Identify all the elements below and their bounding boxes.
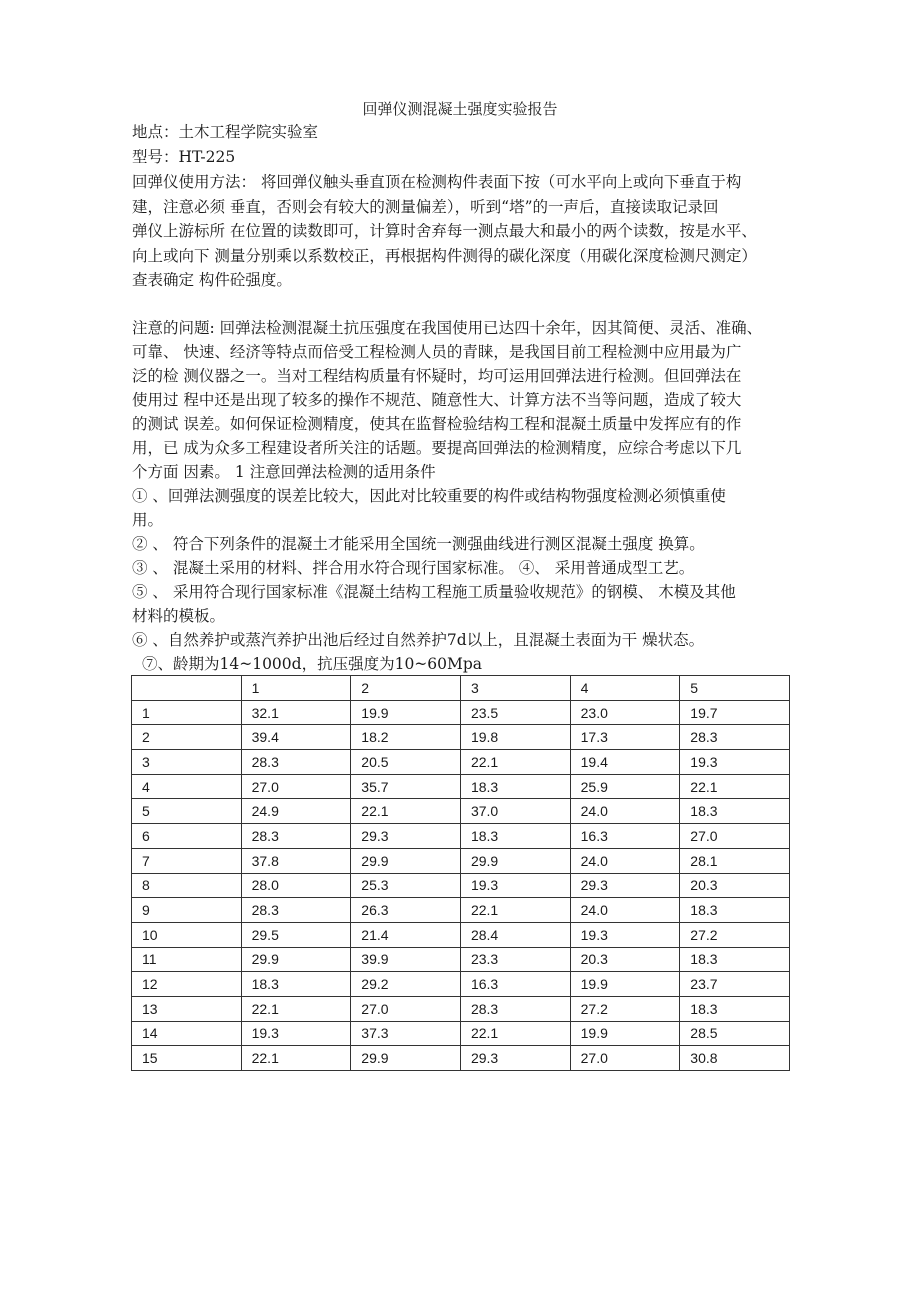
table-cell: 24.9 [241,799,351,824]
method-line: 向上或向下 测量分别乘以系数校正，再根据构件测得的碳化深度（用碳化深度检测尺测定） [132,247,757,265]
notes-line: 的测试 误差。如何保证检测精度，使其在监督检验结构工程和混凝土质量中发挥应有的作 [132,415,742,433]
table-cell: 29.9 [351,848,461,873]
table-row [132,972,790,997]
header-cell: 3 [460,676,570,701]
table-cell: 37.0 [460,799,570,824]
table-cell: 27.2 [680,922,790,947]
method-line: 建，注意必须 垂直，否则会有较大的测量偏差），听到“塔”的一声后，直接读取记录回 [132,198,719,216]
table-cell: 29.2 [351,972,461,997]
rebound-readings-table [131,675,790,1071]
table-cell: 37.8 [241,848,351,873]
table-row [132,848,790,873]
table-cell: 23.5 [460,700,570,725]
table-cell: 18.2 [351,725,461,750]
location-line: 地点：土木工程学院实验室 [132,123,319,141]
condition-7-line: ⑦、龄期为14~1000d，抗压强度为10~60Mpa [142,655,483,673]
table-cell: 19.9 [351,700,461,725]
table-cell: 19.3 [460,873,570,898]
row-label-cell: 2 [132,725,242,750]
row-label-cell: 8 [132,873,242,898]
row-label-cell: 14 [132,1021,242,1046]
table-cell: 22.1 [351,799,461,824]
table-cell: 25.9 [570,774,680,799]
row-label-cell: 7 [132,848,242,873]
table-row [132,922,790,947]
header-cell: 4 [570,676,680,701]
row-label-cell: 12 [132,972,242,997]
notes-line: 可靠、 快速、经济等特点而倍受工程检测人员的青睐，是我国目前工程检测中应用最为广 [132,343,742,361]
row-label-cell: 15 [132,1046,242,1071]
table-cell: 24.0 [570,848,680,873]
table-cell: 18.3 [680,799,790,824]
header-cell [132,676,242,701]
table-cell: 18.3 [460,774,570,799]
condition-line: ⑤ 、 采用符合现行国家标准《混凝土结构工程施工质量验收规范》的钢模、 木模及其他 [132,583,736,601]
table-row [132,1021,790,1046]
header-cell: 5 [680,676,790,701]
method-line: 查表确定 构件砼强度。 [132,271,292,289]
table-cell: 19.9 [570,972,680,997]
table-cell: 27.0 [570,1046,680,1071]
notes-line: 个方面 因素。 1 注意回弹法检测的适用条件 [132,463,436,481]
table-cell: 26.3 [351,898,461,923]
condition-line: ① 、回弹法测强度的误差比较大，因此对比较重要的构件或结构物强度检测必须慎重使 [132,487,726,505]
table-cell: 18.3 [241,972,351,997]
row-label-cell: 6 [132,824,242,849]
table-cell: 29.3 [351,824,461,849]
table-cell: 19.8 [460,725,570,750]
table-cell: 29.5 [241,922,351,947]
table-cell: 30.8 [680,1046,790,1071]
row-label-cell: 11 [132,947,242,972]
method-line: 弹仪上游标所 在位置的读数即可，计算时舍弃每一测点最大和最小的两个读数，按是水平、 [132,222,757,240]
table-cell: 19.3 [241,1021,351,1046]
table-cell: 28.0 [241,873,351,898]
report-title: 回弹仪测混凝土强度实验报告 [362,100,558,118]
table-cell: 20.5 [351,750,461,775]
table-cell: 27.0 [241,774,351,799]
table-cell: 23.0 [570,700,680,725]
table-cell: 21.4 [351,922,461,947]
row-label-cell: 10 [132,922,242,947]
table-cell: 23.7 [680,972,790,997]
table-cell: 37.3 [351,1021,461,1046]
table-cell: 19.3 [570,922,680,947]
notes-line: 使用过 程中还是出现了较多的操作不规范、随意性大、计算方法不当等问题，造成了较大 [132,391,742,409]
table-row [132,824,790,849]
table-cell: 28.3 [241,750,351,775]
table-cell: 22.1 [680,774,790,799]
header-cell: 2 [351,676,461,701]
table-cell: 19.7 [680,700,790,725]
table-cell: 28.5 [680,1021,790,1046]
table-cell: 20.3 [680,873,790,898]
condition-line: ⑥ 、自然养护或蒸汽养护出池后经过自然养护7d以上，且混凝土表面为干 燥状态。 [132,631,705,649]
table-cell: 16.3 [570,824,680,849]
table-cell: 19.4 [570,750,680,775]
table-cell: 28.3 [680,725,790,750]
table-cell: 22.1 [460,898,570,923]
table-cell: 28.3 [460,996,570,1021]
table-cell: 28.3 [241,898,351,923]
table-row [132,1046,790,1071]
table-cell: 27.0 [351,996,461,1021]
notes-line: 用，已 成为众多工程建设者所关注的话题。要提高回弹法的检测精度，应综合考虑以下几 [132,439,742,457]
table-cell: 22.1 [241,996,351,1021]
table-cell: 29.9 [460,848,570,873]
table-cell: 39.4 [241,725,351,750]
table-row [132,873,790,898]
table-row [132,799,790,824]
table-row [132,774,790,799]
notes-line: 注意的问题: 回弹法检测混凝土抗压强度在我国使用已达四十余年，因其简便、灵活、准确、 [132,319,763,337]
table-cell: 19.9 [570,1021,680,1046]
header-cell: 1 [241,676,351,701]
table-cell: 24.0 [570,898,680,923]
table-cell: 35.7 [351,774,461,799]
table-cell: 27.2 [570,996,680,1021]
table-cell: 29.3 [570,873,680,898]
condition-line: 材料的模板。 [132,607,226,625]
row-label-cell: 3 [132,750,242,775]
table-cell: 39.9 [351,947,461,972]
table-cell: 29.9 [351,1046,461,1071]
table-cell: 28.4 [460,922,570,947]
condition-line: ③ 、 混凝土采用的材料、拌合用水符合现行国家标准。 ④、 采用普通成型工艺。 [132,559,695,577]
method-line: 回弹仪使用方法： 将回弹仪触头垂直顶在检测构件表面下按（可水平向上或向下垂直于构 [132,173,742,191]
table-row [132,700,790,725]
table-cell: 25.3 [351,873,461,898]
table-cell: 24.0 [570,799,680,824]
table-row [132,898,790,923]
condition-line: ② 、 符合下列条件的混凝土才能采用全国统一测强曲线进行测区混凝土强度 换算。 [132,535,705,553]
table-row [132,996,790,1021]
table-cell: 18.3 [680,898,790,923]
table-cell: 18.3 [460,824,570,849]
table-cell: 22.1 [460,1021,570,1046]
table-cell: 19.3 [680,750,790,775]
table-cell: 32.1 [241,700,351,725]
table-cell: 28.3 [241,824,351,849]
row-label-cell: 1 [132,700,242,725]
notes-line: 泛的检 测仪器之一。当对工程结构质量有怀疑时，均可运用回弹法进行检测。但回弹法在 [132,367,742,385]
row-label-cell: 9 [132,898,242,923]
table-cell: 18.3 [680,996,790,1021]
table-header-row [132,676,790,701]
row-label-cell: 4 [132,774,242,799]
condition-line: 用。 [132,511,164,529]
table-row [132,947,790,972]
table-cell: 23.3 [460,947,570,972]
table-row [132,750,790,775]
table-cell: 29.3 [460,1046,570,1071]
row-label-cell: 5 [132,799,242,824]
table-cell: 17.3 [570,725,680,750]
model-line: 型号：HT-225 [132,148,236,166]
table-cell: 22.1 [241,1046,351,1071]
table-cell: 22.1 [460,750,570,775]
table-cell: 29.9 [241,947,351,972]
table-row [132,725,790,750]
table-cell: 28.1 [680,848,790,873]
table-cell: 20.3 [570,947,680,972]
table-cell: 16.3 [460,972,570,997]
row-label-cell: 13 [132,996,242,1021]
table-cell: 18.3 [680,947,790,972]
table-cell: 27.0 [680,824,790,849]
